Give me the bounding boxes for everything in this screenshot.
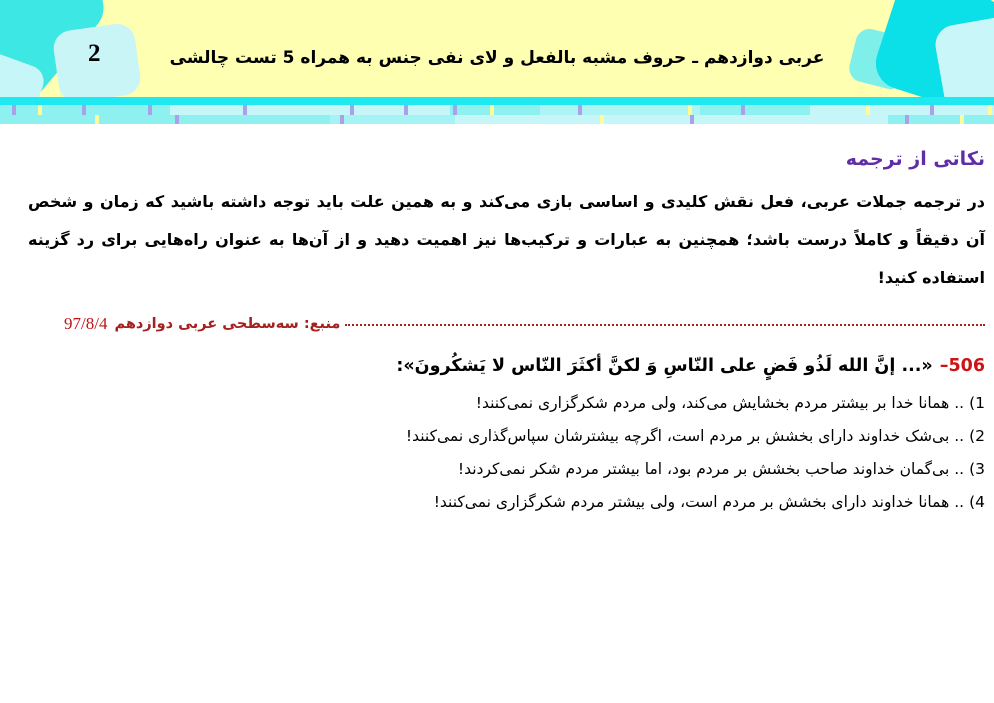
option-number: 3) xyxy=(969,460,985,478)
stripe-tick xyxy=(690,115,694,124)
stripe-tick xyxy=(905,115,909,124)
stripe-tick xyxy=(988,105,992,115)
stripe-tick xyxy=(453,105,457,115)
stripe-segment xyxy=(540,105,700,115)
stripe-segment xyxy=(330,115,455,124)
stripe-tick xyxy=(38,105,42,115)
stripe-tick xyxy=(930,105,934,115)
option-3 xyxy=(28,460,985,479)
option-text: .. بی‌گمان خداوند صاحب بخشش بر مردم بود، اما بیشتر مردم شکر نمی‌کردند! xyxy=(457,460,965,478)
content-area xyxy=(0,125,994,512)
stripe-tick xyxy=(688,105,692,115)
question xyxy=(28,353,985,380)
stripe-segment xyxy=(170,105,450,115)
question-text: «... إنَّ الله لَذُو فَضٍ علی النّاسِ وَ لکنَّ أکثَرَ النّاس لا یَشکُرونَ»: xyxy=(396,356,933,376)
option-text: .. بی‌شک خداوند دارای بخشش بر مردم است، اگرچه بیشترشان سپاس‌گذاری نمی‌کنند! xyxy=(405,427,965,445)
page-title: عربی دوازدهم ـ حروف مشبه بالفعل و لای نفی جنس به همراه 5 تست چالشی xyxy=(169,48,825,68)
option-text: .. همانا خداوند دارای بخشش بر مردم است، ولی بیشتر مردم شکرگزاری نمی‌کنند! xyxy=(433,493,965,511)
options-list xyxy=(28,394,985,512)
source-date: 97/8/4 xyxy=(64,314,108,333)
stripe-tick xyxy=(12,105,16,115)
stripe-tick xyxy=(82,105,86,115)
stripe-tick xyxy=(350,105,354,115)
option-number: 2) xyxy=(969,427,985,445)
source-row xyxy=(28,314,985,334)
stripe-segment xyxy=(455,115,888,124)
decorative-stripe xyxy=(0,97,994,105)
stripe-tick xyxy=(148,105,152,115)
page-header xyxy=(0,0,994,97)
page-number: 2 xyxy=(88,40,101,67)
option-text: .. همانا خدا بر بیشتر مردم بخشایش می‌کند، ولی مردم شکرگزاری نمی‌کنند! xyxy=(475,394,965,412)
stripe-tick xyxy=(404,105,408,115)
stripe-tick xyxy=(175,115,179,124)
stripe-tick xyxy=(600,115,604,124)
stripe-tick xyxy=(340,115,344,124)
stripe-tick xyxy=(578,105,582,115)
stripe-tick xyxy=(95,115,99,124)
section-heading: نکاتی از ترجمه xyxy=(845,148,985,170)
decorative-stripe xyxy=(0,105,994,115)
stripe-tick xyxy=(866,105,870,115)
stripe-tick xyxy=(741,105,745,115)
dotted-leader xyxy=(345,322,985,326)
option-number: 1) xyxy=(969,394,985,412)
stripe-tick xyxy=(490,105,494,115)
source-label: منبع: سه‌سطحی عربی دوازدهم xyxy=(114,316,341,332)
intro-paragraph: در ترجمه جملات عربی، فعل نقش کلیدی و اساسی بازی می‌کند و به همین علت باید توجه داشته باشید که زمان و شخص آن دقیقاً و کاملاً درست باشد؛ همچنین به عبارات و ترکیب‌ها نیز اهمیت دهید و از آن‌ها به عنوان راه‌هایی برای رد گزینه استفاده کنید! xyxy=(28,192,985,287)
option-number: 4) xyxy=(969,493,985,511)
option-1 xyxy=(28,394,985,413)
option-2 xyxy=(28,427,985,446)
stripe-tick xyxy=(960,115,964,124)
option-4 xyxy=(28,493,985,512)
decorative-stripe xyxy=(0,115,994,124)
stripe-segment xyxy=(810,105,994,115)
stripe-tick xyxy=(243,105,247,115)
question-number: 506– xyxy=(939,356,985,376)
